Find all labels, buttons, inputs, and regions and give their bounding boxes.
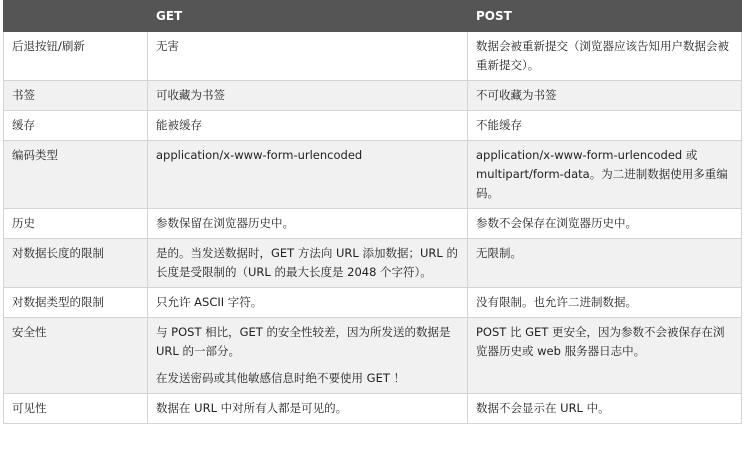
row-label: 编码类型 [4,141,148,209]
table-row [4,239,742,288]
get-text: 能被缓存 [156,118,202,132]
table-row [4,209,742,239]
row-label: 对数据长度的限制 [4,239,148,288]
post-cell [468,394,742,424]
get-text: 与 POST 相比，GET 的安全性较差，因为所发送的数据是 URL 的一部分。 [156,325,451,358]
table-row [4,32,742,81]
get-cell [148,318,468,394]
get-text: 是的。当发送数据时，GET 方法向 URL 添加数据；URL 的长度是受限制的（URL 的最大长度是 2048 个字符）。 [156,246,458,279]
post-cell [468,111,742,141]
get-post-comparison-table [3,0,742,424]
post-text: 没有限制。也允许二进制数据。 [476,295,637,309]
get-cell [148,288,468,318]
row-label: 历史 [4,209,148,239]
get-text: 只允许 ASCII 字符。 [156,295,263,309]
post-text: 数据不会显示在 URL 中。 [476,401,610,415]
get-text: 参数保留在浏览器历史中。 [156,216,294,230]
get-text: 无害 [156,39,179,53]
post-text: 无限制。 [476,246,522,260]
header-post: POST [468,1,742,32]
post-text: 不可收藏为书签 [476,88,557,102]
get-text: application/x-www-form-urlencoded [156,148,363,162]
get-cell [148,111,468,141]
post-text: 不能缓存 [476,118,522,132]
get-text: 数据在 URL 中对所有人都是可见的。 [156,401,348,415]
table-row [4,111,742,141]
table-header-row [4,1,742,32]
post-text: POST 比 GET 更安全，因为参数不会被保存在浏览器历史或 web 服务器日志中。 [476,325,725,358]
get-text: 可收藏为书签 [156,88,225,102]
post-cell [468,32,742,81]
row-label: 对数据类型的限制 [4,288,148,318]
post-text: 参数不会保存在浏览器历史中。 [476,216,637,230]
table-row [4,141,742,209]
table-row [4,288,742,318]
table-row [4,394,742,424]
get-cell [148,239,468,288]
get-cell [148,81,468,111]
get-cell [148,32,468,81]
header-get: GET [148,1,468,32]
post-cell [468,141,742,209]
row-label: 可见性 [4,394,148,424]
table-row [4,81,742,111]
row-label: 安全性 [4,318,148,394]
post-cell [468,318,742,394]
row-label: 缓存 [4,111,148,141]
get-cell [148,394,468,424]
post-cell [468,209,742,239]
post-cell [468,239,742,288]
post-text: application/x-www-form-urlencoded 或 multipart/form-data。为二进制数据使用多重编码。 [476,148,728,200]
row-label: 书签 [4,81,148,111]
post-text: 数据会被重新提交（浏览器应该告知用户数据会被重新提交）。 [476,39,729,72]
get-cell [148,141,468,209]
post-cell [468,288,742,318]
get-cell [148,209,468,239]
header-empty-cell [4,1,148,32]
post-cell [468,81,742,111]
table-row [4,318,742,394]
get-text: 在发送密码或其他敏感信息时绝不要使用 GET ！ [156,371,406,385]
row-label: 后退按钮/刷新 [4,32,148,81]
